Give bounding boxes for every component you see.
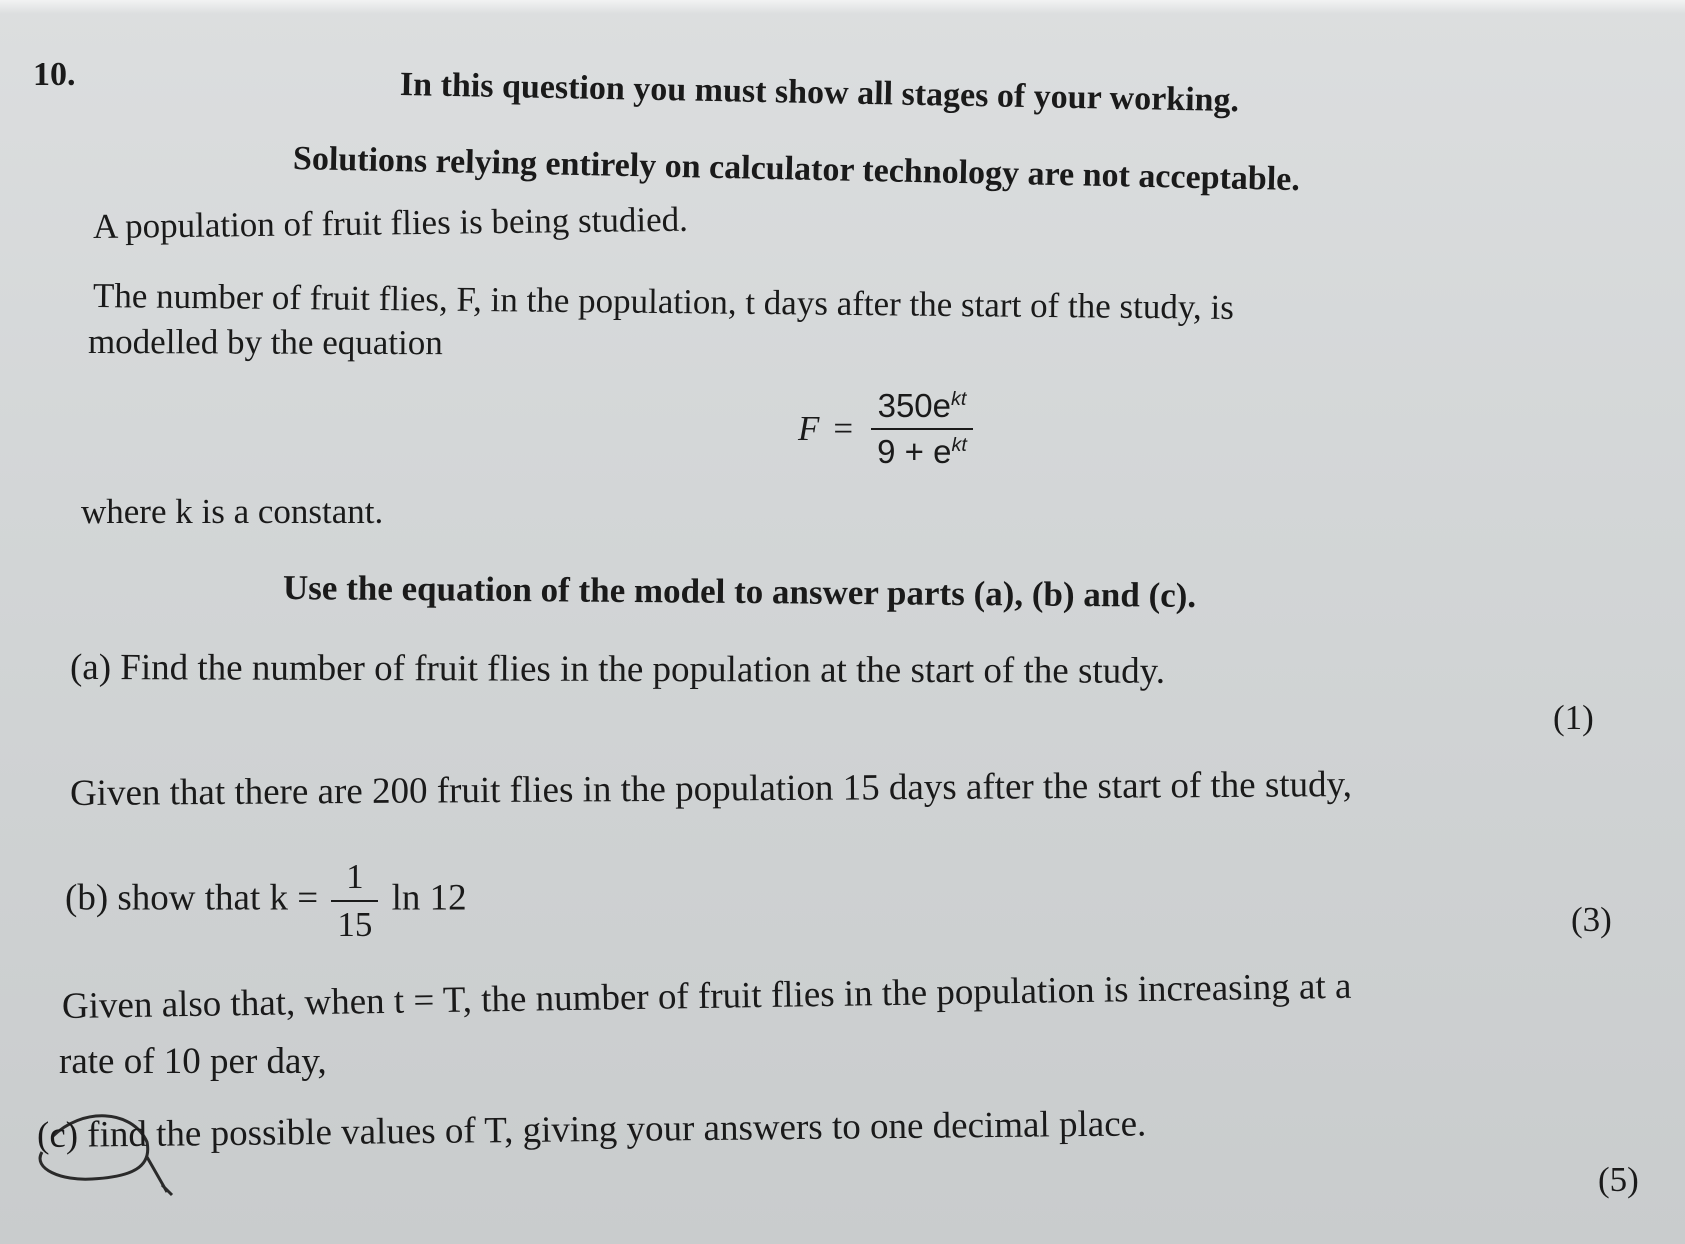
part-b-numerator: 1 <box>346 857 364 896</box>
intro-text: A population of fruit flies is being studied. <box>92 199 689 246</box>
part-a-text: (a) Find the number of fruit flies in the population at the start of the study. <box>69 647 1166 692</box>
equation-lhs: F <box>798 409 820 448</box>
given-c-line-1: Given also that, when t = T, the number of fruit flies in the population is increasing at a <box>61 965 1352 1027</box>
use-equation-instruction: Use the equation of the model to answer parts (a), (b) and (c). <box>282 568 1197 615</box>
paper-edge <box>0 0 1685 14</box>
part-b-fraction <box>331 857 378 945</box>
part-b-marks: (3) <box>1571 900 1612 939</box>
model-equation <box>798 387 977 471</box>
model-text-line-2: modelled by the equation <box>87 322 443 363</box>
question-number: 10. <box>33 56 76 93</box>
constant-note: where k is a constant. <box>81 492 384 531</box>
part-c-marks: (5) <box>1598 1160 1639 1199</box>
equation-fraction <box>871 387 973 471</box>
part-b-denominator: 15 <box>331 900 378 945</box>
given-b-text: Given that there are 200 fruit flies in the population 15 days after the start of the study, <box>69 764 1353 814</box>
part-a-marks: (1) <box>1553 698 1594 737</box>
part-b <box>65 857 467 945</box>
given-c-line-2: rate of 10 per day, <box>59 1041 327 1082</box>
part-b-suffix: ln 12 <box>391 877 467 919</box>
part-c-text: (c) find the possible values of T, giving your answers to one decimal place. <box>36 1103 1147 1156</box>
equation-equals: = <box>833 409 854 448</box>
equation-numerator: $350e^{kt}$ <box>877 387 967 424</box>
model-text-line-1: The number of fruit flies, F, in the population, t days after the start of the study, is <box>92 276 1235 327</box>
part-b-prefix: (b) show that k = <box>65 877 319 919</box>
instruction-show-working: In this question you must show all stages of your working. <box>399 66 1240 120</box>
equation-denominator: $9 + e^{kt}$ <box>871 428 973 471</box>
instruction-calculator: Solutions relying entirely on calculator technology are not acceptable. <box>292 140 1301 199</box>
